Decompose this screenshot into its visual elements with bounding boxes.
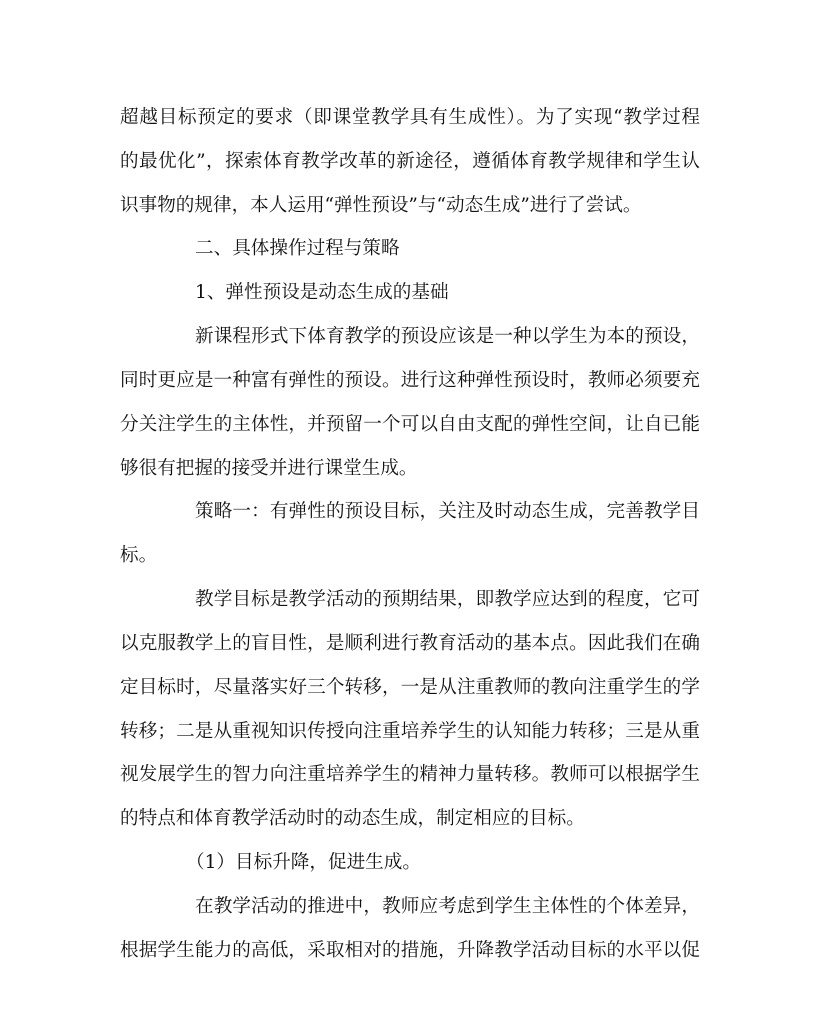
- paragraph-first-line: 在教学活动的推进中，教师应考虑到学生主体性的个体差异，: [195, 896, 700, 917]
- text-line: 转移；二是从重视知识传授向注重培养学生的认知能力转移；三是从重: [120, 721, 700, 742]
- text-line: 定目标时，尽量落实好三个转移，一是从注重教师的教向注重学生的学: [120, 677, 700, 698]
- strategy-heading: 策略一：有弹性的预设目标，关注及时动态生成，完善教学目: [195, 501, 700, 522]
- section-heading: 二、具体操作过程与策略: [195, 238, 400, 259]
- text-line: 标。: [120, 545, 158, 566]
- text-line: 的特点和体育教学活动时的动态生成，制定相应的目标。: [120, 808, 585, 829]
- item-heading: （1）目标升降，促进生成。: [186, 852, 421, 873]
- subsection-heading: 1、弹性预设是动态生成的基础: [195, 282, 449, 303]
- text-line: 根据学生能力的高低，采取相对的措施，升降教学活动目标的水平以促: [120, 940, 700, 961]
- text-line: 同时更应是一种富有弹性的预设。进行这种弹性预设时，教师必须要充: [120, 370, 700, 391]
- text-line: 分关注学生的主体性，并预留一个可以自由支配的弹性空间，让自已能: [120, 414, 700, 435]
- paragraph-first-line: 新课程形式下体育教学的预设应该是一种以学生为本的预设，: [195, 326, 700, 347]
- paragraph-first-line: 教学目标是教学活动的预期结果，即教学应达到的程度，它可: [195, 589, 700, 610]
- text-line: 够很有把握的接受并进行课堂生成。: [120, 458, 418, 479]
- text-line: 以克服教学上的盲目性，是顺利进行教育活动的基本点。因此我们在确: [120, 633, 700, 654]
- text-line: 识事物的规律，本人运用“弹性预设”与“动态生成”进行了尝试。: [120, 195, 642, 216]
- text-line: 超越目标预定的要求（即课堂教学具有生成性）。为了实现“教学过程: [120, 107, 700, 128]
- text-line: 的最优化”，探索体育教学改革的新途径，遵循体育教学规律和学生认: [120, 151, 700, 172]
- text-line: 视发展学生的智力向注重培养学生的精神力量转移。教师可以根据学生: [120, 764, 700, 785]
